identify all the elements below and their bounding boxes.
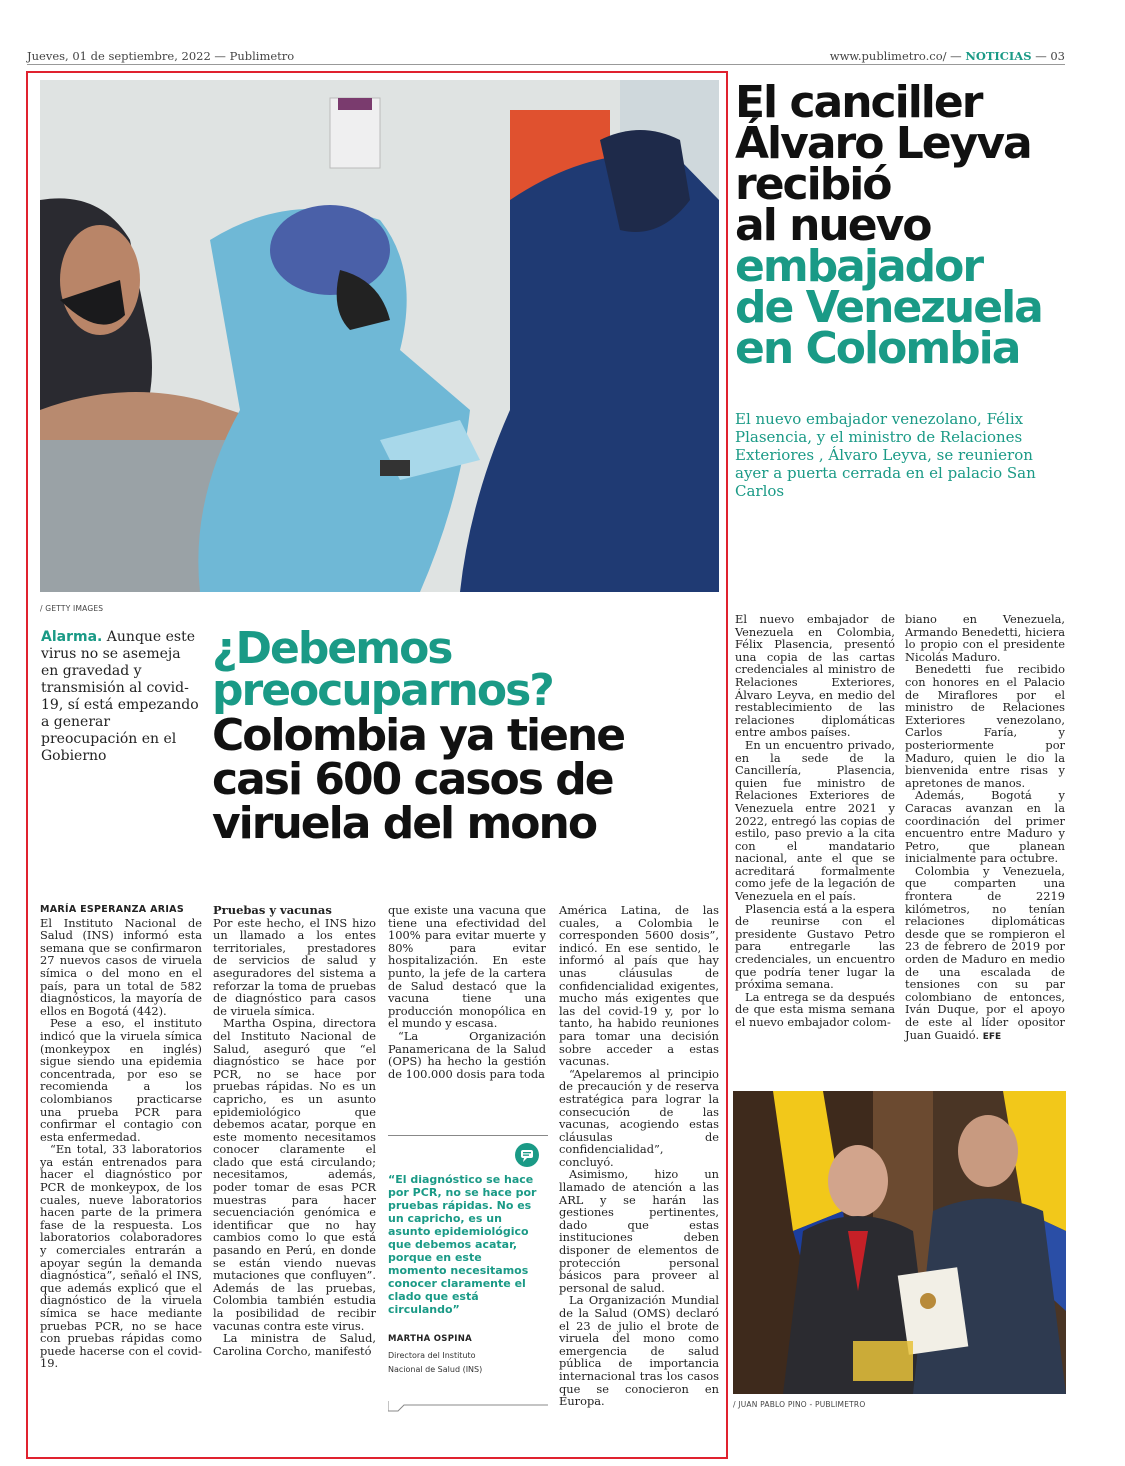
paragraph — [905, 865, 1065, 1043]
side-headline-line-6: de Venezuela — [735, 282, 1042, 333]
paragraph: “En total, 33 laboratorios ya están entrenados para hacer el diagnóstico por PCR de monkeypox, de los cuales, nueve laboratorios hacen parte de la primera fase de la respuesta. Los laboratorios colaboradores y comerciales entrarán a apoyar según la demanda diagnóstica”, señaló el INS, que además explicó que el diagnóstico de la viruela símica se hace mediante pruebas PCR, no se hace con pruebas rápidas como puede hacerse con el covid-19. — [40, 1142, 202, 1371]
byline: MARÍA ESPERANZA ARIAS — [40, 904, 184, 915]
header-section: NOTICIAS — [965, 49, 1032, 63]
side-headline-line-7: en Colombia — [735, 323, 1020, 374]
paragraph: Asimismo, hizo un llamado de atención a las ARL y se harán las gestiones pertinentes, dado que estas instituciones deben disponer de elementos de protección personal básicos para proveer al personal de salud. — [559, 1167, 719, 1295]
headline-question-line-1: ¿Debemos — [212, 623, 452, 674]
side-headline-line-1: El canciller — [735, 77, 982, 128]
paragraph: Benedetti fue recibido con honores en el Palacio de Miraflores por el ministro de Relaciones Exteriores venezolano, Carlos Faría, y posteriormente por Maduro, quien le dio la bienvenida entre risas y apretones de manos. — [905, 662, 1065, 790]
headline-line-1: Colombia ya tiene — [212, 710, 625, 761]
side-lede: El nuevo embajador venezolano, Félix Plasencia, y el ministro de Relaciones Exteriores , Álvaro Leyva, se reunieron ayer a puerta cerrada en el palacio San Carlos — [735, 410, 1036, 500]
side-column-1 — [735, 613, 895, 1029]
header-rule — [27, 64, 1065, 65]
side-headline-line-2: Álvaro Leyva — [735, 118, 1031, 169]
side-photo-credit: / JUAN PABLO PINO - PUBLIMETRO — [733, 1400, 866, 1409]
paragraph: Plasencia está a la espera de reunirse con el presidente Gustavo Petro para entregarle las credenciales, un encuentro que podría tener lugar la próxima semana. — [735, 901, 895, 992]
header-page: — 03 — [1035, 49, 1065, 63]
headline-line-3: viruela del mono — [212, 798, 597, 849]
main-photo-credit: / GETTY IMAGES — [40, 604, 104, 613]
side-headline-line-5: embajador — [735, 241, 983, 292]
pull-quote: “El diagnóstico se hace por PCR, no se hace por pruebas rápidas. No es un capricho, es un asunto epidemiológico que debemos acatar, porque en este momento necesitamos conocer claramente el clado que está circulando” — [388, 1173, 537, 1316]
diplomats-scene-illustration — [733, 1091, 1066, 1394]
paragraph: biano en Venezuela, Armando Benedetti, hiciera lo propio con el presidente Nicolás Maduro. — [905, 612, 1065, 664]
paragraph: El nuevo embajador de Venezuela en Colombia, Félix Plasencia, presentó una copia de las cartas credenciales al ministro de Relaciones Exteriores, Álvaro Leyva, en medio del restablecimiento de las relaciones diplomáticas entre ambos países. — [735, 612, 895, 740]
quote-author-name: MARTHA OSPINA — [388, 1334, 472, 1344]
agency-credit: EFE — [982, 1031, 1002, 1042]
paragraph: La Organización Mundial de la Salud (OMS) declaró el 23 de julio el brote de viruela del mono como emergencia de salud pública de importancia internacional tras los casos que se conocieron en Europa. — [559, 1293, 719, 1409]
paragraph: El Instituto Nacional de Salud (INS) informó esta semana que se confirmaron 27 nuevos casos de viruela símica o del mono en el país, para un total de 582 diagnósticos, la mayoría de ellos en Bogotá (442). — [40, 915, 202, 1018]
paragraph: que existe una vacuna que tiene una efectividad del 100% para evitar muerte y 80% para evitar hospitalización. En este punto, la jefe de la cartera de Salud destacó que la vacuna tiene una producción monopólica en el mundo y escasa. — [388, 903, 546, 1031]
header-url[interactable]: www.publimetro.co/ — — [829, 49, 962, 63]
header-site — [830, 49, 1065, 63]
quote-role-line-1: Directora del Instituto — [388, 1351, 476, 1360]
side-headline-line-4: al nuevo — [735, 200, 931, 251]
quote-role-line-2: Nacional de Salud (INS) — [388, 1365, 483, 1374]
deck-text: Aunque este virus no se asemeja en gravedad y transmisión al covid-19, sí está empezando a generar preocupación en el Gobierno — [41, 629, 199, 764]
paragraph: En un encuentro privado, en la sede de la Cancillería, Plasencia, quien fue ministro de Relaciones Exteriores de Venezuela entre 2021 y 2022, entregó las copias de estilo, paso previo a la cita con el mandatario nacional, ante el que se acreditará formalmente como jefe de la legación de Venezuela en el país. — [735, 737, 895, 904]
side-column-2 — [905, 613, 1065, 1043]
side-headline-line-3: recibió — [735, 159, 891, 210]
subheading: Pruebas y vacunas — [213, 903, 332, 917]
highlight-frame — [26, 71, 728, 1459]
paragraph: Por este hecho, el INS hizo un llamado a los entes territoriales, prestadores de servicios de salud y aseguradores del sistema a reforzar la toma de pruebas de diagnóstico para casos de viruela símica. — [213, 915, 376, 1018]
paragraph: La ministra de Salud, Carolina Corcho, manifestó — [213, 1331, 376, 1358]
side-headline — [735, 77, 1065, 374]
deck-keyword: Alarma. — [41, 629, 103, 645]
side-photo — [733, 1091, 1066, 1394]
paragraph: “La Organización Panamericana de la Salud (OPS) ha hecho la gestión de 100.000 dosis para toda — [388, 1028, 546, 1081]
headline-question-line-2: preocuparnos? — [212, 665, 553, 716]
paragraph: Martha Ospina, directora del Instituto Nacional de Salud, aseguró que “el diagnóstico se hace por PCR, no se hace por pruebas rápidas. No es un capricho, es un asunto epidemiológico que debemos acatar, porque en este momento necesitamos conocer claramente el clado que está circulando; necesitamos, además, poder tomar de esas PCR muestras para hacer secuenciación genómica e identificar que no hay cambios como lo que está pasando en Perú, en donde se están viendo nuevas mutaciones que confluyen”. Además de las pruebas, Colombia también estudia la posibilidad de recibir vacunas contra este virus. — [213, 1016, 376, 1333]
paragraph: Pese a eso, el instituto indicó que la viruela símica (monkeypox en inglés) sigue siendo una epidemia concentrada, por eso se recomienda a los colombianos practicarse una prueba PCR para confirmar el contagio con esta enfermedad. — [40, 1016, 202, 1144]
paragraph: Además, Bogotá y Caracas avanzan en la coordinación del primer encuentro entre Maduro y Petro, que planean inicialmente para octubre. — [905, 788, 1065, 866]
paragraph: “Apelaremos al principio de precaución y de reserva estratégica para lograr la consecución de las vacunas, acogiendo estas cláusulas de confidencialidad”, concluyó. — [559, 1066, 719, 1169]
paragraph-text: Colombia y Venezuela, que comparten una frontera de 2219 kilómetros, no tenían relaciones diplomáticas desde que se rompieron el 23 de febrero de 2019 por orden de Maduro en medio de una escalada de tensiones con su par colombiano de entonces, Iván Duque, por el apoyo de este al líder opositor Juan Guaidó. — [905, 863, 1065, 1042]
paragraph: América Latina, de las cuales, a Colombia le corresponden 5600 dosis”, indicó. En ese sentido, le informó al país que hay unas cláusulas de confidencialidad exigentes, mucho más exigentes que las del covid-19 y, por lo tanto, ha habido reuniones para tomar una decisión sobre acceder a estas vacunas. — [559, 903, 719, 1069]
paragraph: La entrega se da después de que esta misma semana el nuevo embajador colom- — [735, 989, 895, 1029]
headline-line-2: casi 600 casos de — [212, 754, 613, 805]
header-date-line: Jueves, 01 de septiembre, 2022 — Publimetro — [27, 49, 295, 63]
